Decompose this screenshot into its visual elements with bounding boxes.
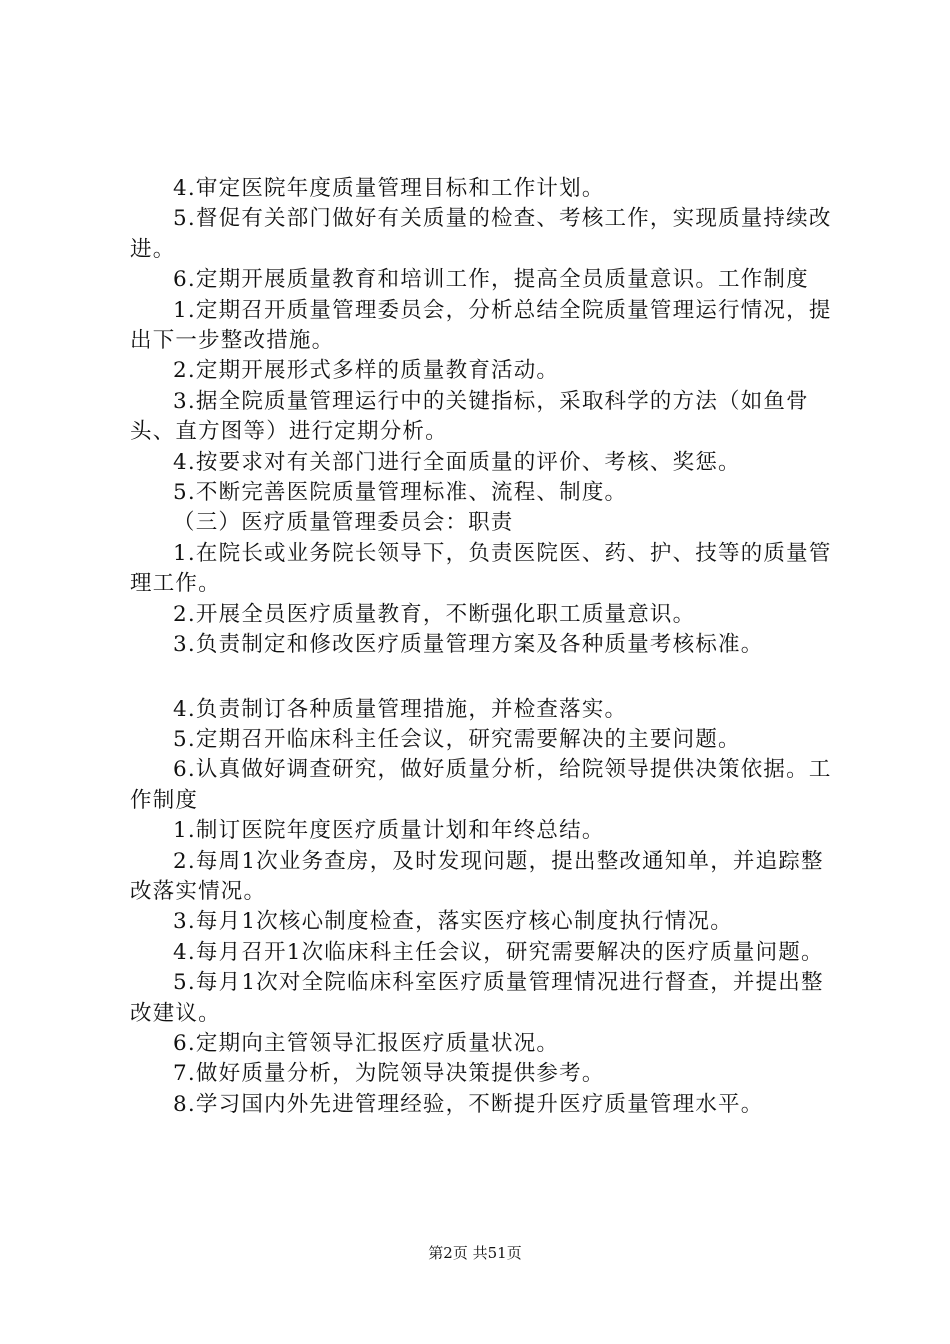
paragraph: 2.每周1次业务查房，及时发现问题，提出整改通知单，并追踪整改落实情况。 [130,848,824,904]
paragraph: 5.督促有关部门做好有关质量的检查、考核工作，实现质量持续改进。 [130,206,832,262]
paragraph: 4.审定医院年度质量管理目标和工作计划。 [173,176,605,201]
section-heading: （三）医疗质量管理委员会：职责 [173,510,514,536]
paragraph: 1.在院长或业务院长领导下，负责医院医、药、护、技等的质量管理工作。 [130,540,832,597]
paragraph: 4.负责制订各种质量管理措施，并检查落实。 [173,696,628,722]
paragraph: 2.定期开展形式多样的质量教育活动。 [173,358,560,384]
paragraph: 6.定期开展质量教育和培训工作，提高全员质量意识。工作制度 [173,267,809,293]
paragraph: 5.定期召开临床科主任会议，研究需要解决的主要问题。 [173,726,741,752]
paragraph: 6.定期向主管领导汇报医疗质量状况。 [173,1030,560,1056]
paragraph: 2.开展全员医疗质量教育，不断强化职工质量意识。 [173,601,696,627]
page-number: 第2页 共51页 [428,1244,522,1262]
paragraph: 3.据全院质量管理运行中的关键指标，采取科学的方法（如鱼骨头、直方图等）进行定期分析。 [130,388,809,445]
paragraph: 4.按要求对有关部门进行全面质量的评价、考核、奖惩。 [173,449,741,475]
paragraph: 8.学习国内外先进管理经验，不断提升医疗质量管理水平。 [173,1091,764,1117]
paragraph: 1.制订医院年度医疗质量计划和年终总结。 [173,818,605,844]
paragraph: 5.每月1次对全院临床科室医疗质量管理情况进行督查，并提出整改建议。 [130,970,824,1026]
paragraph: 3.负责制定和修改医疗质量管理方案及各种质量考核标准。 [173,632,764,658]
paragraph: 3.每月1次核心制度检查，落实医疗核心制度执行情况。 [173,909,733,935]
paragraph: 5.不断完善医院质量管理标准、流程、制度。 [173,480,628,506]
paragraph: 6.认真做好调查研究，做好质量分析，给院领导提供决策依据。工作制度 [130,757,832,813]
paragraph: 7.做好质量分析，为院领导决策提供参考。 [173,1061,605,1087]
document-body [130,174,845,1120]
paragraph: 4.每月召开1次临床科主任会议，研究需要解决的医疗质量问题。 [173,939,824,965]
paragraph: 1.定期召开质量管理委员会，分析总结全院质量管理运行情况，提出下一步整改措施。 [130,297,832,354]
